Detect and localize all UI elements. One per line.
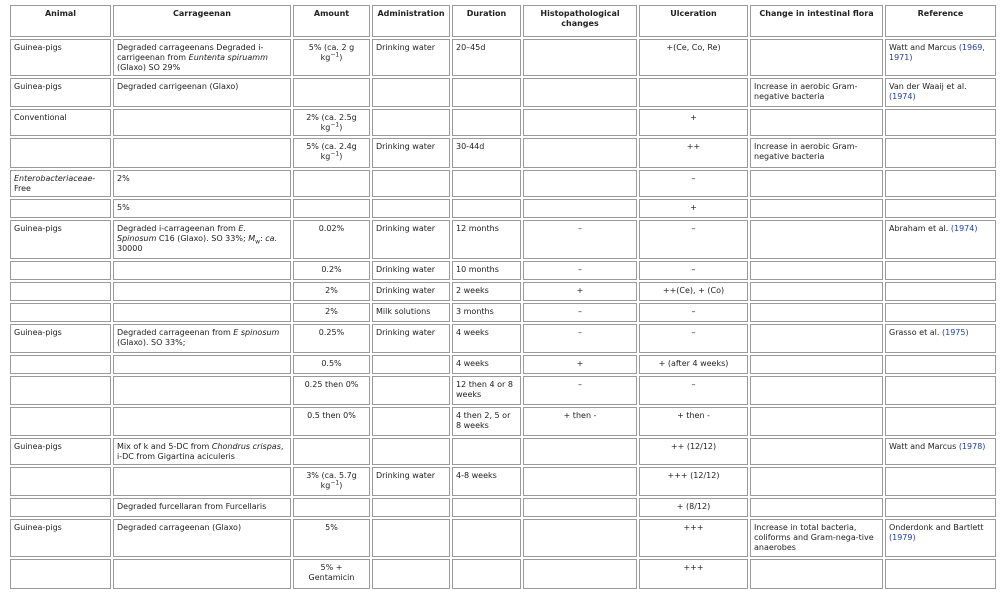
cell-carrageenan: Degraded carrageenans Degraded i-carrigeenan from Euntenta spiruamm (Glaxo) SO 29% — [113, 39, 291, 76]
cell-administration — [372, 498, 450, 517]
cell-carrageenan: Degraded i-carrageenan from E. Spinosum C16 (Glaxo). SO 33%; $M_w$: ca. 30000 — [113, 220, 291, 259]
cell-amount: 0.5 then 0% — [293, 407, 370, 436]
table-body — [10, 39, 996, 589]
cell-amount: 0.2% — [293, 261, 370, 280]
cell-reference — [885, 261, 996, 280]
cell-histopathological-changes — [523, 519, 637, 557]
cell-animal — [10, 498, 111, 517]
cell-intestinal-flora — [750, 303, 883, 322]
cell-carrageenan — [113, 559, 291, 589]
cell-animal: Enterobacteriaceae-Free — [10, 170, 111, 197]
cell-carrageenan: Degraded furcellaran from Furcellaris — [113, 498, 291, 517]
cell-administration — [372, 376, 450, 405]
cell-intestinal-flora — [750, 324, 883, 353]
reference-author: Onderdonk and Bartlett — [889, 523, 984, 532]
cell-amount — [293, 78, 370, 107]
cell-intestinal-flora: Increase in aerobic Gram-negative bacteria — [750, 78, 883, 107]
cell-ulceration: + (8/12) — [639, 498, 748, 517]
cell-intestinal-flora — [750, 261, 883, 280]
header-amount: Amount — [293, 5, 370, 37]
cell-histopathological-changes: – — [523, 261, 637, 280]
cell-animal — [10, 282, 111, 301]
cell-reference — [885, 39, 996, 76]
table-row — [10, 407, 996, 436]
cell-intestinal-flora — [750, 39, 883, 76]
cell-administration: Drinking water — [372, 39, 450, 76]
cell-animal — [10, 138, 111, 168]
cell-reference — [885, 138, 996, 168]
cell-intestinal-flora — [750, 199, 883, 218]
cell-administration — [372, 559, 450, 589]
cell-intestinal-flora — [750, 467, 883, 496]
cell-duration: 12 then 4 or 8 weeks — [452, 376, 521, 405]
header-ulceration: Ulceration — [639, 5, 748, 37]
cell-intestinal-flora — [750, 376, 883, 405]
cell-carrageenan: 5% — [113, 199, 291, 218]
cell-reference — [885, 78, 996, 107]
cell-amount — [293, 170, 370, 197]
cell-amount: 2% — [293, 282, 370, 301]
table-row — [10, 303, 996, 322]
cell-histopathological-changes: + — [523, 355, 637, 374]
cell-duration: 12 months — [452, 220, 521, 259]
cell-histopathological-changes: – — [523, 376, 637, 405]
cell-administration: Drinking water — [372, 324, 450, 353]
cell-ulceration: + — [639, 199, 748, 218]
cell-animal: Guinea-pigs — [10, 324, 111, 353]
cell-reference — [885, 303, 996, 322]
table-row — [10, 199, 996, 218]
cell-administration — [372, 199, 450, 218]
cell-intestinal-flora — [750, 498, 883, 517]
cell-ulceration: ++ — [639, 138, 748, 168]
cell-ulceration: – — [639, 303, 748, 322]
cell-amount: 0.5% — [293, 355, 370, 374]
cell-intestinal-flora — [750, 170, 883, 197]
header-reference: Reference — [885, 5, 996, 37]
cell-administration — [372, 170, 450, 197]
cell-histopathological-changes — [523, 438, 637, 465]
cell-administration — [372, 519, 450, 557]
cell-amount — [293, 438, 370, 465]
cell-amount: 5% + Gentamicin — [293, 559, 370, 589]
cell-ulceration: + (after 4 weeks) — [639, 355, 748, 374]
table-row — [10, 519, 996, 557]
cell-animal — [10, 559, 111, 589]
table-row — [10, 559, 996, 589]
cell-ulceration: + then - — [639, 407, 748, 436]
header-histopathological-changes: Histopathological changes — [523, 5, 637, 37]
header-duration: Duration — [452, 5, 521, 37]
reference-author: Watt and Marcus — [889, 43, 959, 52]
header-row — [10, 5, 996, 37]
cell-ulceration: +(Ce, Co, Re) — [639, 39, 748, 76]
reference-author: Grasso et al. — [889, 328, 942, 337]
cell-administration — [372, 407, 450, 436]
header-intestinal-flora: Change in intestinal flora — [750, 5, 883, 37]
cell-animal — [10, 261, 111, 280]
cell-histopathological-changes — [523, 39, 637, 76]
cell-carrageenan — [113, 109, 291, 136]
cell-histopathological-changes: – — [523, 324, 637, 353]
table-row — [10, 324, 996, 353]
cell-amount: 0.02% — [293, 220, 370, 259]
cell-carrageenan: Degraded carrageenan (Glaxo) — [113, 519, 291, 557]
table-row — [10, 498, 996, 517]
cell-intestinal-flora — [750, 559, 883, 589]
cell-administration — [372, 355, 450, 374]
cell-animal: Guinea-pigs — [10, 519, 111, 557]
cell-administration: Milk solutions — [372, 303, 450, 322]
table-row — [10, 261, 996, 280]
cell-intestinal-flora — [750, 282, 883, 301]
reference-year-link[interactable]: (1969, 1971) — [889, 43, 985, 62]
cell-reference — [885, 355, 996, 374]
cell-carrageenan — [113, 282, 291, 301]
cell-animal: Guinea-pigs — [10, 220, 111, 259]
cell-administration: Drinking water — [372, 138, 450, 168]
cell-ulceration: +++ (12/12) — [639, 467, 748, 496]
cell-carrageenan: Degraded carrigeenan (Glaxo) — [113, 78, 291, 107]
cell-reference — [885, 467, 996, 496]
cell-carrageenan — [113, 376, 291, 405]
reference-year-link[interactable]: (1974) — [950, 224, 978, 233]
cell-histopathological-changes — [523, 467, 637, 496]
cell-amount: 0.25 then 0% — [293, 376, 370, 405]
cell-intestinal-flora: Increase in total bacteria, coliforms and Gram-nega-tive anaerobes — [750, 519, 883, 557]
cell-histopathological-changes: + then - — [523, 407, 637, 436]
reference-year-link[interactable]: (1978) — [958, 442, 986, 451]
cell-intestinal-flora: Increase in aerobic Gram-negative bacteria — [750, 138, 883, 168]
reference-author: Abraham et al. — [889, 224, 951, 233]
cell-ulceration — [639, 78, 748, 107]
cell-carrageenan: Degraded carrageenan from E spinosum (Glaxo). SO 33%; — [113, 324, 291, 353]
cell-duration: 2 weeks — [452, 282, 521, 301]
cell-animal — [10, 355, 111, 374]
table-row — [10, 467, 996, 496]
header-animal: Animal — [10, 5, 111, 37]
cell-administration: Drinking water — [372, 467, 450, 496]
cell-duration — [452, 170, 521, 197]
cell-animal — [10, 407, 111, 436]
cell-reference — [885, 170, 996, 197]
table-row — [10, 220, 996, 259]
cell-amount: 5% — [293, 519, 370, 557]
cell-animal — [10, 376, 111, 405]
cell-reference — [885, 407, 996, 436]
cell-amount: 5% (ca. 2.4g $kg^{-1}$) — [293, 138, 370, 168]
cell-intestinal-flora — [750, 407, 883, 436]
cell-animal: Guinea-pigs — [10, 438, 111, 465]
cell-carrageenan — [113, 407, 291, 436]
cell-histopathological-changes — [523, 199, 637, 218]
cell-administration: Drinking water — [372, 220, 450, 259]
header-carrageenan: Carrageenan — [113, 5, 291, 37]
cell-duration: 3 months — [452, 303, 521, 322]
cell-ulceration: ++(Ce), + (Co) — [639, 282, 748, 301]
cell-duration: 4-8 weeks — [452, 467, 521, 496]
cell-administration — [372, 109, 450, 136]
cell-reference — [885, 324, 996, 353]
cell-reference — [885, 559, 996, 589]
header-administration: Administration — [372, 5, 450, 37]
cell-histopathological-changes: – — [523, 303, 637, 322]
cell-histopathological-changes — [523, 78, 637, 107]
cell-histopathological-changes: + — [523, 282, 637, 301]
reference-author: Watt and Marcus — [889, 442, 959, 451]
cell-histopathological-changes: – — [523, 220, 637, 259]
cell-administration: Drinking water — [372, 261, 450, 280]
cell-reference — [885, 498, 996, 517]
cell-ulceration: – — [639, 170, 748, 197]
cell-reference — [885, 282, 996, 301]
cell-animal: Guinea-pigs — [10, 78, 111, 107]
cell-intestinal-flora — [750, 438, 883, 465]
cell-reference — [885, 109, 996, 136]
cell-intestinal-flora — [750, 220, 883, 259]
table-row — [10, 282, 996, 301]
cell-carrageenan — [113, 355, 291, 374]
table-header — [10, 5, 996, 37]
cell-carrageenan — [113, 138, 291, 168]
cell-amount: 5% (ca. 2 g $kg^{-1}$) — [293, 39, 370, 76]
table-row — [10, 376, 996, 405]
cell-duration: 10 months — [452, 261, 521, 280]
cell-animal: Guinea-pigs — [10, 39, 111, 76]
table-row — [10, 109, 996, 136]
cell-intestinal-flora — [750, 355, 883, 374]
cell-reference — [885, 199, 996, 218]
cell-carrageenan: 2% — [113, 170, 291, 197]
table-row — [10, 355, 996, 374]
table-row — [10, 39, 996, 76]
table-row — [10, 438, 996, 465]
cell-ulceration: ++ (12/12) — [639, 438, 748, 465]
cell-histopathological-changes — [523, 170, 637, 197]
cell-amount: 2% (ca. 2.5g $kg^{-1}$) — [293, 109, 370, 136]
cell-carrageenan — [113, 303, 291, 322]
cell-duration — [452, 498, 521, 517]
cell-ulceration: + — [639, 109, 748, 136]
cell-duration: 4 weeks — [452, 355, 521, 374]
cell-carrageenan — [113, 467, 291, 496]
cell-ulceration: +++ — [639, 559, 748, 589]
cell-duration: 20–45d — [452, 39, 521, 76]
cell-ulceration: – — [639, 220, 748, 259]
reference-year-link[interactable]: (1979) — [889, 533, 916, 542]
cell-animal: Conventional — [10, 109, 111, 136]
cell-duration — [452, 559, 521, 589]
cell-carrageenan — [113, 261, 291, 280]
cell-histopathological-changes — [523, 109, 637, 136]
data-table — [8, 3, 998, 591]
cell-histopathological-changes — [523, 138, 637, 168]
cell-histopathological-changes — [523, 559, 637, 589]
cell-duration — [452, 78, 521, 107]
cell-carrageenan: Mix of k and 5-DC from Chondrus crispas, i-DC from Gigartina aciculeris — [113, 438, 291, 465]
cell-duration — [452, 109, 521, 136]
reference-author: Van der Waaij et al. — [889, 82, 967, 91]
cell-amount — [293, 199, 370, 218]
table-row — [10, 78, 996, 107]
cell-administration: Drinking water — [372, 282, 450, 301]
cell-duration: 30-44d — [452, 138, 521, 168]
cell-amount: 2% — [293, 303, 370, 322]
reference-year-link[interactable]: (1974) — [889, 92, 916, 101]
cell-reference — [885, 438, 996, 465]
cell-animal — [10, 199, 111, 218]
cell-duration: 4 weeks — [452, 324, 521, 353]
cell-animal — [10, 303, 111, 322]
cell-duration: 4 then 2, 5 or 8 weeks — [452, 407, 521, 436]
cell-reference — [885, 519, 996, 557]
cell-intestinal-flora — [750, 109, 883, 136]
cell-duration — [452, 199, 521, 218]
reference-year-link[interactable]: (1975) — [941, 328, 969, 337]
cell-administration — [372, 78, 450, 107]
cell-amount: 0.25% — [293, 324, 370, 353]
cell-administration — [372, 438, 450, 465]
cell-animal — [10, 467, 111, 496]
cell-duration — [452, 438, 521, 465]
table-row — [10, 138, 996, 168]
cell-reference — [885, 220, 996, 259]
cell-reference — [885, 376, 996, 405]
cell-histopathological-changes — [523, 498, 637, 517]
cell-amount: 3% (ca. 5.7g $kg^{-1}$) — [293, 467, 370, 496]
cell-ulceration: – — [639, 261, 748, 280]
cell-amount — [293, 498, 370, 517]
cell-ulceration: – — [639, 324, 748, 353]
cell-ulceration: – — [639, 376, 748, 405]
cell-duration — [452, 519, 521, 557]
cell-ulceration: +++ — [639, 519, 748, 557]
table-row — [10, 170, 996, 197]
